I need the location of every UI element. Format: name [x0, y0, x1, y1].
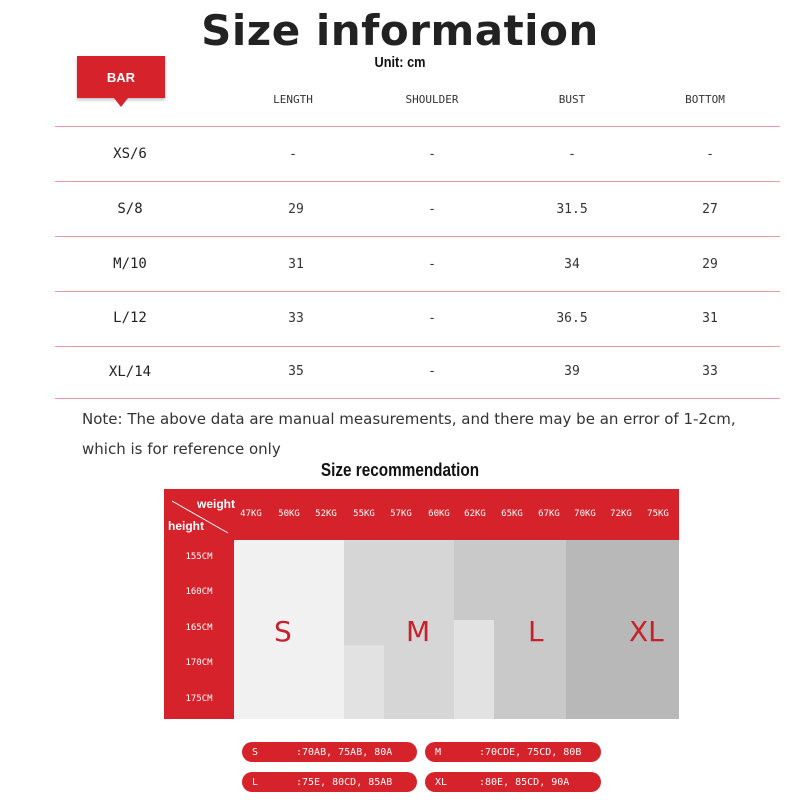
zone-xl-step: [566, 540, 606, 620]
table-divider: [55, 346, 780, 347]
bar-badge: [77, 56, 165, 98]
weight-tick: 47KG: [240, 509, 262, 519]
row-size-label: XL/14: [108, 364, 152, 380]
zone-l-fill: [454, 620, 494, 719]
table-divider: [55, 398, 780, 399]
note-line-1: Note: The above data are manual measurements, and there may be an error of 1-2cm,: [82, 410, 736, 428]
weight-tick: 60KG: [428, 509, 450, 519]
weight-tick: 75KG: [647, 509, 669, 519]
table-divider: [55, 181, 780, 182]
weight-tick: 65KG: [501, 509, 523, 519]
size-recommendation-grid: [164, 489, 679, 719]
height-tick: 170CM: [185, 658, 213, 668]
cell-shoulder: -: [428, 202, 436, 217]
cell-length: 33: [288, 311, 304, 326]
note-line-2: which is for reference only: [82, 440, 281, 458]
cell-shoulder: -: [428, 311, 436, 326]
weight-tick: 50KG: [278, 509, 300, 519]
weight-tick: 52KG: [315, 509, 337, 519]
bra-size-pill-s: [242, 742, 417, 762]
cell-shoulder: -: [428, 364, 436, 379]
zone-label-l: L: [528, 615, 544, 648]
cell-bust: 31.5: [556, 202, 588, 217]
pill-cups: :70CDE, 75CD, 80B: [479, 746, 582, 758]
cell-length: 29: [288, 202, 304, 217]
unit-label: Unit: cm: [374, 54, 426, 71]
cell-bust: -: [568, 147, 576, 162]
bra-size-pill-l: [242, 772, 417, 792]
col-header-shoulder: SHOULDER: [405, 93, 459, 106]
cell-length: 35: [288, 364, 304, 379]
pill-size: S: [252, 746, 259, 758]
table-divider: [55, 236, 780, 237]
pill-size: XL: [435, 776, 448, 788]
cell-bust: 39: [564, 364, 580, 379]
cell-shoulder: -: [428, 257, 436, 272]
bra-size-pill-xl: [425, 772, 601, 792]
pill-size: M: [435, 746, 442, 758]
height-tick: 155CM: [185, 552, 213, 562]
cell-bottom: -: [706, 147, 714, 162]
height-tick: 160CM: [185, 587, 213, 597]
height-tick: 165CM: [185, 623, 213, 633]
measurement-note: [82, 404, 782, 464]
row-size-label: M/10: [113, 256, 147, 272]
weight-tick: 57KG: [390, 509, 412, 519]
table-divider: [55, 126, 780, 127]
zone-m-step: [344, 540, 384, 645]
bra-size-pill-m: [425, 742, 601, 762]
bar-badge-label: BAR: [106, 69, 136, 85]
cell-bottom: 27: [702, 202, 718, 217]
page-title: Size information: [201, 6, 599, 55]
badge-pointer: [114, 98, 128, 107]
row-size-label: L/12: [113, 310, 147, 326]
weight-tick: 72KG: [610, 509, 632, 519]
zone-l-step: [454, 540, 494, 620]
weight-tick: 70KG: [574, 509, 596, 519]
cell-bust: 36.5: [556, 311, 588, 326]
height-tick: 175CM: [185, 694, 213, 704]
cell-bottom: 31: [702, 311, 718, 326]
col-header-length: LENGTH: [273, 93, 313, 106]
weight-tick: 62KG: [464, 509, 486, 519]
cell-bottom: 33: [702, 364, 718, 379]
cell-bust: 34: [564, 257, 580, 272]
table-divider: [55, 291, 780, 292]
col-header-bottom: BOTTOM: [685, 93, 725, 106]
height-axis-label: height: [168, 519, 204, 533]
weight-axis-label: weight: [197, 497, 235, 511]
pill-size: L: [252, 776, 259, 788]
pill-cups: :80E, 85CD, 90A: [479, 776, 570, 788]
zone-label-m: M: [406, 615, 431, 648]
recommendation-title: Size recommendation: [320, 460, 480, 480]
row-size-label: XS/6: [113, 146, 147, 162]
pill-cups: :70AB, 75AB, 80A: [296, 746, 393, 758]
cell-length: 31: [288, 257, 304, 272]
cell-shoulder: -: [428, 147, 436, 162]
col-header-bust: BUST: [558, 93, 586, 106]
pill-cups: :75E, 80CD, 85AB: [296, 776, 393, 788]
cell-length: -: [289, 147, 297, 162]
zone-label-xl: XL: [629, 615, 664, 648]
weight-tick: 67KG: [538, 509, 560, 519]
cell-bottom: 29: [702, 257, 718, 272]
weight-tick: 55KG: [353, 509, 375, 519]
row-size-label: S/8: [117, 201, 143, 217]
zone-label-s: S: [274, 615, 292, 648]
